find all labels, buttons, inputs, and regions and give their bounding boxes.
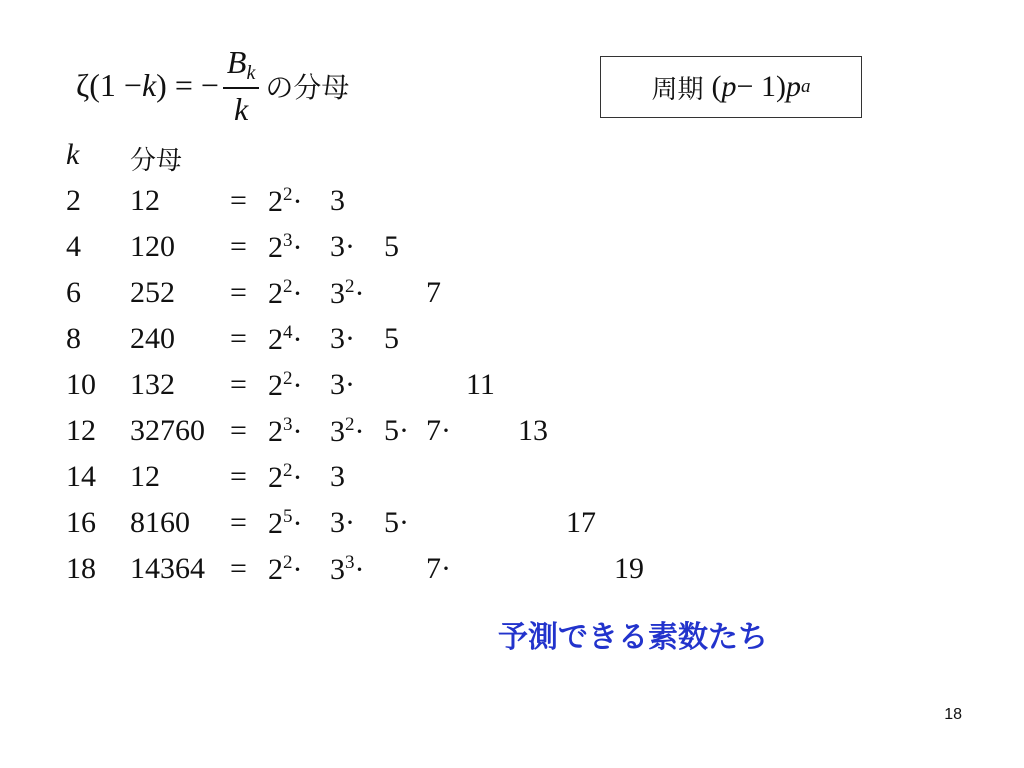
fraction-denominator: k: [234, 91, 249, 127]
denominator-value: 240: [130, 322, 175, 355]
page-number: 18: [944, 706, 962, 723]
zeta-eq: ) = −: [156, 67, 219, 103]
k-value: 16: [66, 506, 96, 539]
equals-sign: =: [230, 230, 247, 263]
equals-sign: =: [230, 414, 247, 447]
factor-5: 5·: [384, 414, 409, 447]
factor-2: $2^2\cdot$: [268, 276, 303, 310]
zeta-k: k: [141, 67, 157, 103]
header-denominator: 分母: [130, 146, 183, 176]
table-row: [66, 230, 766, 276]
denominator-value: 252: [130, 276, 175, 309]
table-row: [66, 460, 766, 506]
table-header: [66, 138, 766, 184]
factor-2: $2^2\cdot$: [268, 460, 303, 494]
k-value: 8: [66, 322, 81, 355]
factor-3: 3·: [330, 322, 355, 355]
factor-2: $2^5\cdot$: [268, 506, 303, 540]
factor-7: 7·: [426, 552, 451, 585]
factor-3: 3: [330, 460, 345, 493]
table-row: [66, 322, 766, 368]
denominator-value: 12: [130, 460, 160, 493]
denominator-value: 14364: [130, 552, 205, 585]
k-value: 2: [66, 184, 81, 217]
factor-2: $2^2\cdot$: [268, 368, 303, 402]
k-value: 18: [66, 552, 96, 585]
factor-2: $2^2\cdot$: [268, 552, 303, 586]
factor-11: 11: [466, 368, 495, 401]
factor-7: 7: [426, 276, 441, 309]
factor-5: 5: [384, 230, 399, 263]
factor-5: 5·: [384, 506, 409, 539]
factor-2: $2^4\cdot$: [268, 322, 303, 356]
fraction-numerator: $B_k$: [223, 46, 259, 89]
factor-3: 3·: [330, 230, 355, 263]
equals-sign: =: [230, 368, 247, 401]
k-value: 10: [66, 368, 96, 401]
zeta-prefix: ζ(1 −: [76, 67, 142, 103]
zeta-formula-title: [76, 46, 349, 125]
factor-19: 19: [614, 552, 644, 585]
equals-sign: =: [230, 276, 247, 309]
equals-sign: =: [230, 506, 247, 539]
factor-3: $3^3\cdot$: [330, 552, 365, 586]
factor-5: 5: [384, 322, 399, 355]
predictable-primes-note: 予測できる素数たち: [498, 620, 768, 655]
denominator-value: 120: [130, 230, 175, 263]
denominator-value: 8160: [130, 506, 190, 539]
factor-2: $2^3\cdot$: [268, 230, 303, 264]
header-k: k: [66, 138, 80, 171]
bernoulli-fraction: [223, 46, 259, 125]
factor-2: $2^2\cdot$: [268, 184, 303, 218]
k-value: 14: [66, 460, 96, 493]
factor-3: 3: [330, 184, 345, 217]
factor-17: 17: [566, 506, 596, 539]
equals-sign: =: [230, 460, 247, 493]
denominator-value: 132: [130, 368, 175, 401]
period-label: 周期: [651, 74, 704, 105]
equals-sign: =: [230, 552, 247, 585]
k-value: 6: [66, 276, 81, 309]
table-row: [66, 184, 766, 230]
table-row: [66, 414, 766, 460]
factor-7: 7·: [426, 414, 451, 447]
k-value: 12: [66, 414, 96, 447]
period-box: 周期 ( p − 1) p a: [600, 56, 862, 118]
denominator-value: 12: [130, 184, 160, 217]
factor-3: 3·: [330, 368, 355, 401]
table-row: [66, 506, 766, 552]
table-row: [66, 368, 766, 414]
k-value: 4: [66, 230, 81, 263]
equals-sign: =: [230, 184, 247, 217]
factor-3: $3^2\cdot$: [330, 414, 365, 448]
factor-13: 13: [518, 414, 548, 447]
denominator-table: [66, 138, 766, 598]
factor-2: $2^3\cdot$: [268, 414, 303, 448]
table-row: [66, 276, 766, 322]
factor-3: $3^2\cdot$: [330, 276, 365, 310]
denominator-value: 32760: [130, 414, 205, 447]
factor-3: 3·: [330, 506, 355, 539]
equals-sign: =: [230, 322, 247, 355]
title-suffix: の分母: [265, 70, 350, 104]
table-row: [66, 552, 766, 598]
